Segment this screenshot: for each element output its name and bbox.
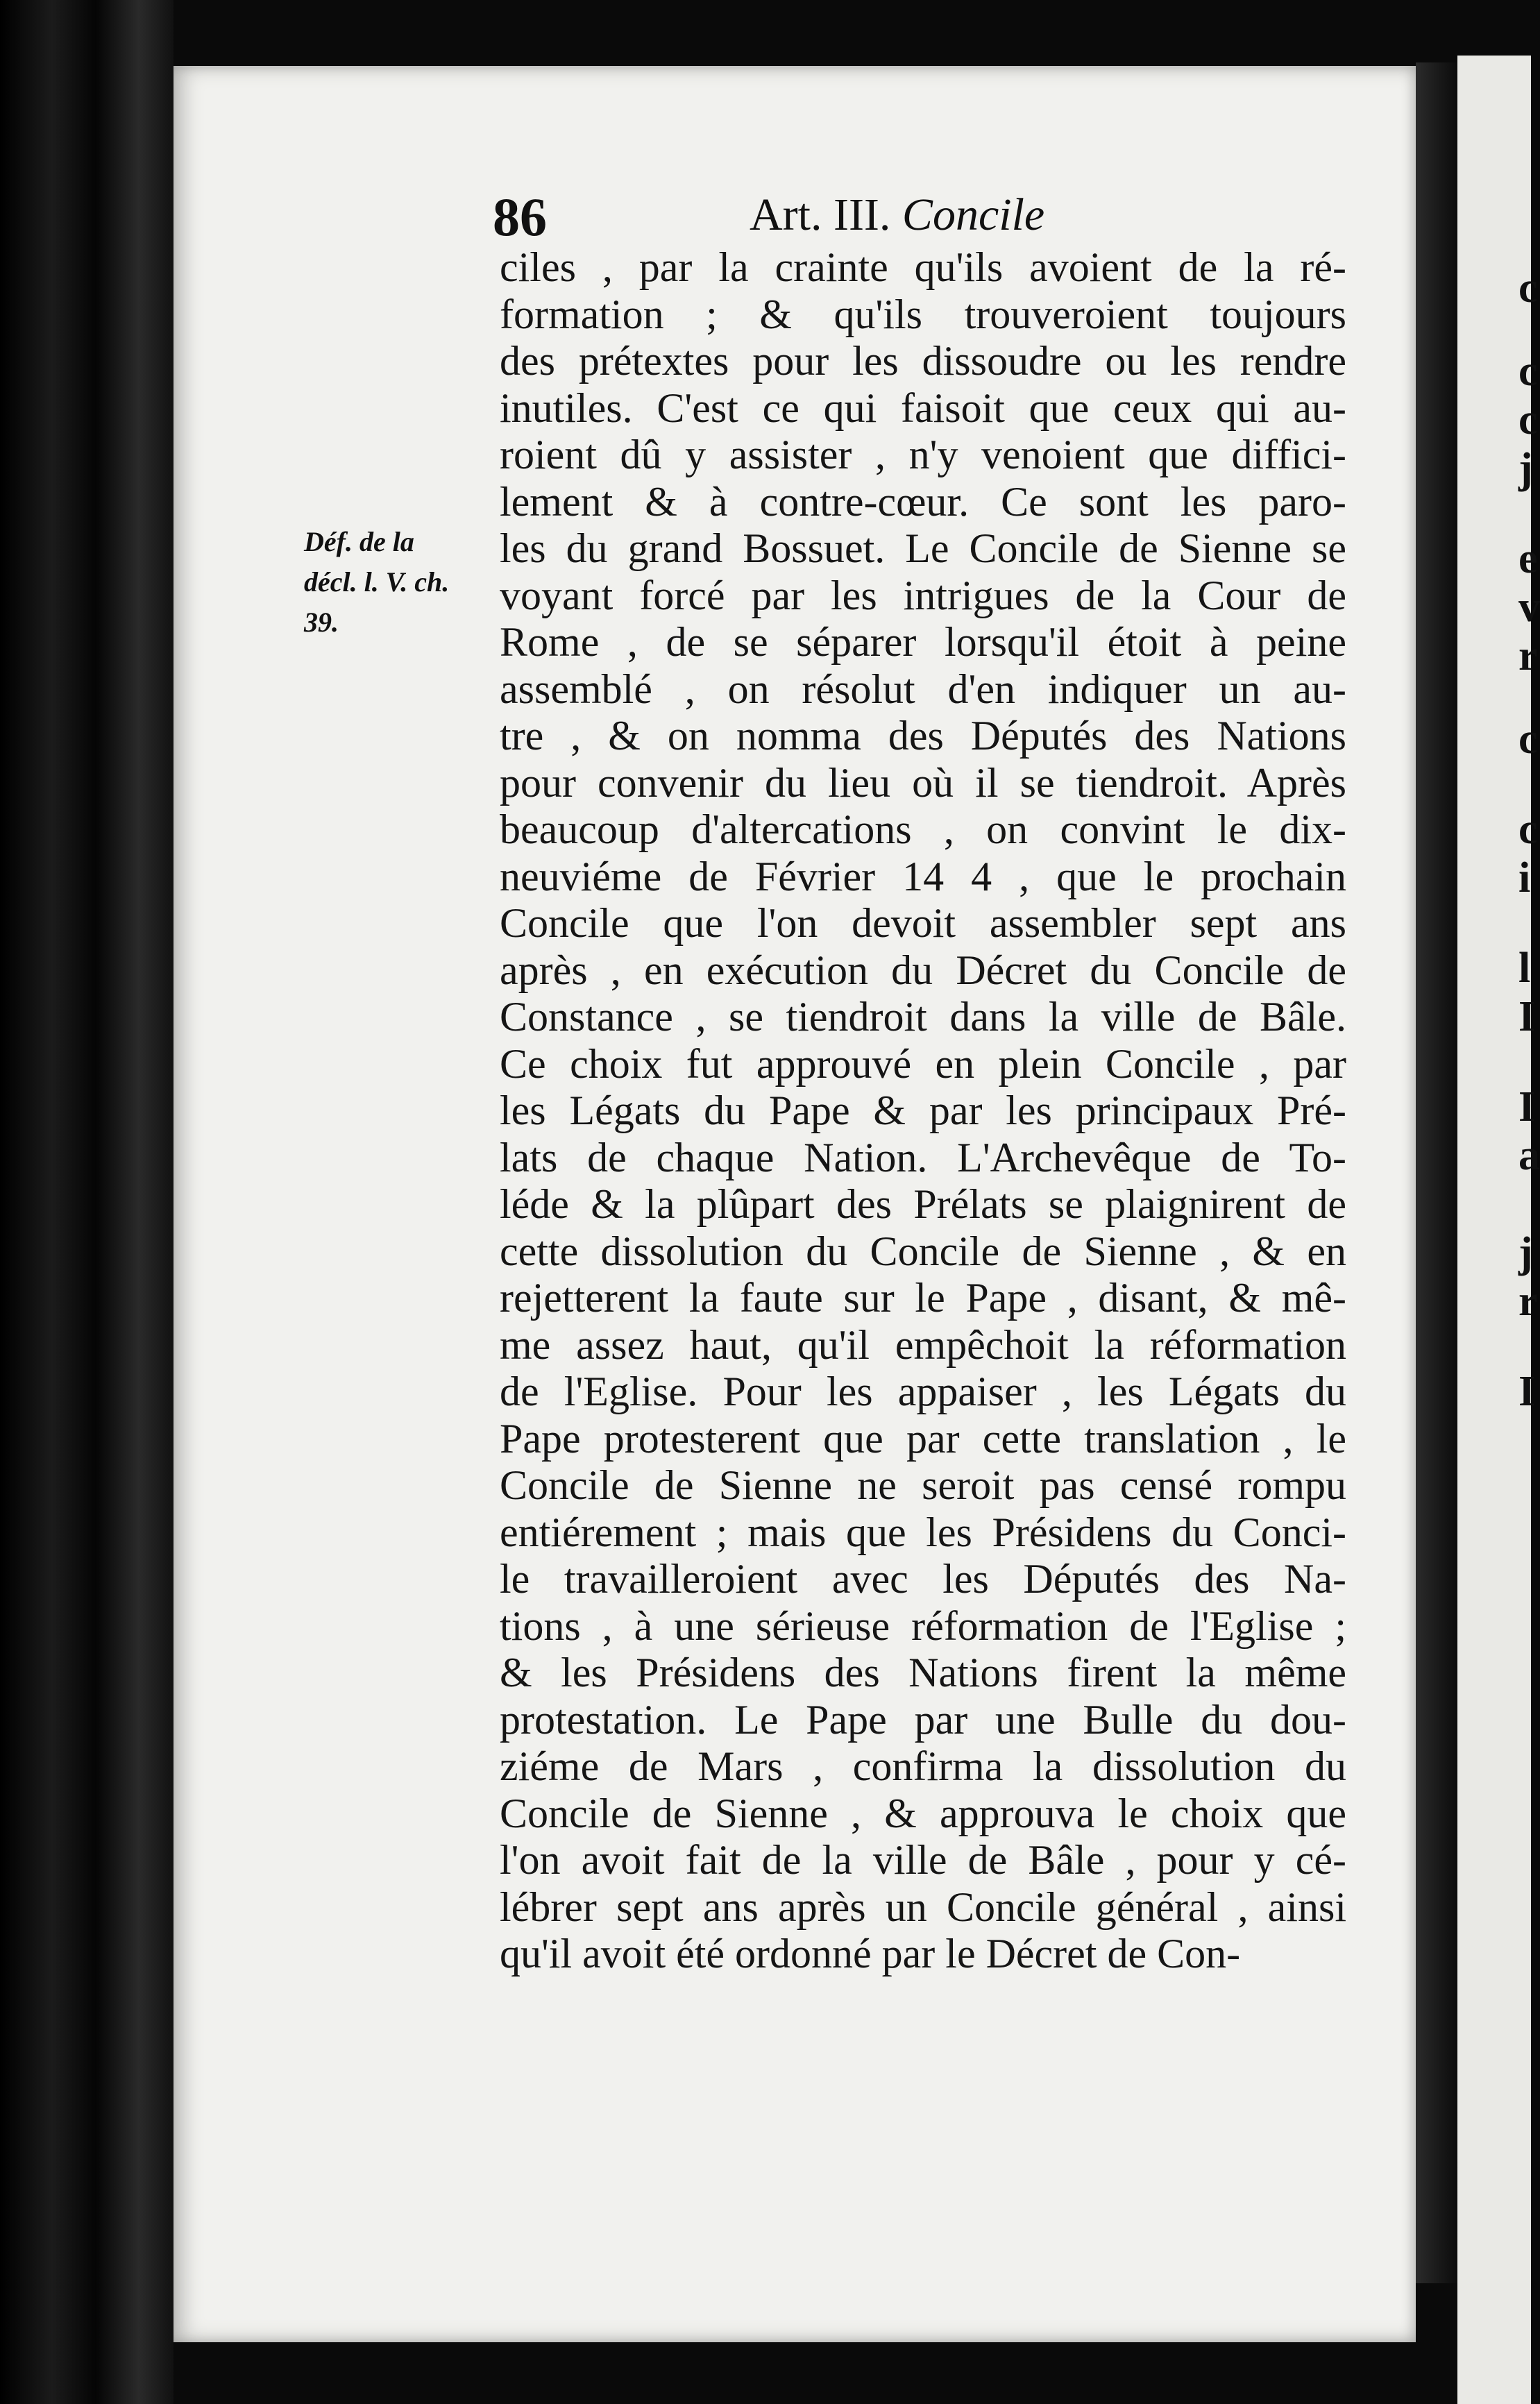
text-line: les Légats du Pape & par les principaux Pré- [500, 1087, 1346, 1133]
text-line: rejetterent la faute sur le Pape , disant, & mê- [500, 1275, 1346, 1321]
text-line: tre , & on nomma des Députés des Nations [500, 713, 1346, 759]
text-line: protestation. Le Pape par une Bulle du dou- [500, 1696, 1346, 1743]
margin-note-line: décl. l. V. ch. [304, 566, 450, 598]
book-binding-left [0, 0, 174, 2404]
text-line: assemblé , on résolut d'en indiquer un au- [500, 666, 1346, 712]
running-title-roman: Art. III. [750, 189, 891, 240]
text-line: Concile de Sienne ne seroit pas censé rompu [500, 1462, 1346, 1508]
adjacent-page-glyph: c [1518, 806, 1538, 853]
text-line: léde & la plûpart des Prélats se plaignirent de [500, 1181, 1346, 1227]
text-line: lébrer sept ans après un Concile général , ainsi [500, 1884, 1346, 1930]
adjacent-page-glyph: I [1518, 993, 1536, 1040]
text-line: cette dissolution du Concile de Sienne , & en [500, 1228, 1346, 1274]
text-line: de l'Eglise. Pour les appaiser , les Légats du [500, 1369, 1346, 1414]
text-line: lement & à contre-cœur. Ce sont les paro- [500, 478, 1346, 525]
adjacent-page-glyph: r [1518, 632, 1538, 679]
margin-note-line: 39. [304, 607, 339, 638]
adjacent-page-glyph: I [1518, 1368, 1536, 1415]
text-line: Constance , se tiendroit dans la ville de Bâle. [500, 994, 1346, 1040]
text-line: les du grand Bossuet. Le Concile de Sienne se [500, 525, 1346, 571]
text-line: après , en exécution du Décret du Concile de [500, 947, 1346, 993]
adjacent-page-glyph: c [1518, 264, 1538, 312]
text-line: neuviéme de Février 14 4 , que le prochain [500, 853, 1346, 899]
text-line: des prétextes pour les dissoudre ou les rendre [500, 338, 1346, 384]
text-line: Concile de Sienne , & approuva le choix que [500, 1790, 1346, 1836]
margin-note-line: Déf. de la [304, 526, 414, 557]
adjacent-page-edge [1457, 56, 1540, 2404]
text-line: ciles , par la crainte qu'ils avoient de la ré- [500, 244, 1346, 290]
text-line: beaucoup d'altercations , on convint le dix- [500, 806, 1346, 852]
text-line: le travailleroient avec les Députés des Na- [500, 1556, 1346, 1602]
adjacent-page-glyph: I [1518, 1083, 1536, 1131]
text-line: & les Présidens des Nations firent la même [500, 1650, 1346, 1695]
text-line: l'on avoit fait de la ville de Bâle , pour y cé- [500, 1837, 1346, 1883]
text-line: entiérement ; mais que les Présidens du Conci- [500, 1509, 1346, 1555]
adjacent-page-glyph: c [1518, 716, 1538, 763]
text-line: Concile que l'on devoit assembler sept ans [500, 900, 1346, 946]
text-line: Pape protesterent que par cette translation , le [500, 1415, 1346, 1462]
text-line: ziéme de Mars , confirma la dissolution du [500, 1743, 1346, 1789]
running-title [750, 189, 1044, 242]
text-line: Ce choix fut approuvé en plein Concile , par [500, 1040, 1346, 1087]
running-title-italic: Concile [902, 189, 1045, 240]
text-line: pour convenir du lieu où il se tiendroit. Après [500, 759, 1346, 806]
adjacent-page-glyph: j [1518, 445, 1533, 492]
text-line: roient dû y assister , n'y venoient que diffici- [500, 432, 1346, 477]
adjacent-page-glyph: c [1518, 348, 1538, 395]
text-line: qu'il avoit été ordonné par le Décret de Con- [500, 1931, 1241, 1976]
page-gutter-right [1416, 62, 1457, 2283]
adjacent-page-glyph: j [1518, 1229, 1533, 1276]
page-number: 86 [493, 187, 547, 247]
adjacent-page-glyph: l [1518, 945, 1531, 992]
body-text [500, 244, 1346, 1978]
text-line: Rome , de se séparer lorsqu'il étoit à peine [500, 619, 1346, 665]
adjacent-page-glyph: v [1518, 584, 1540, 631]
margin-note [304, 522, 512, 643]
text-line: voyant forcé par les intrigues de la Cour de [500, 572, 1346, 618]
adjacent-page-glyph: i [1518, 854, 1531, 902]
adjacent-page-glyph: c [1518, 396, 1538, 443]
text-line: lats de chaque Nation. L'Archevêque de To- [500, 1134, 1346, 1180]
text-line: me assez haut, qu'il empêchoit la réformation [500, 1321, 1346, 1368]
text-line: inutiles. C'est ce qui faisoit que ceux qui au- [500, 384, 1346, 431]
adjacent-page-glyph: a [1518, 1132, 1540, 1179]
adjacent-page-glyph: r [1518, 1278, 1538, 1325]
text-line: tions , à une sérieuse réformation de l'Eglise ; [500, 1602, 1346, 1649]
adjacent-page-glyph: e [1518, 535, 1538, 582]
text-line: formation ; & qu'ils trouveroient toujours [500, 291, 1346, 337]
